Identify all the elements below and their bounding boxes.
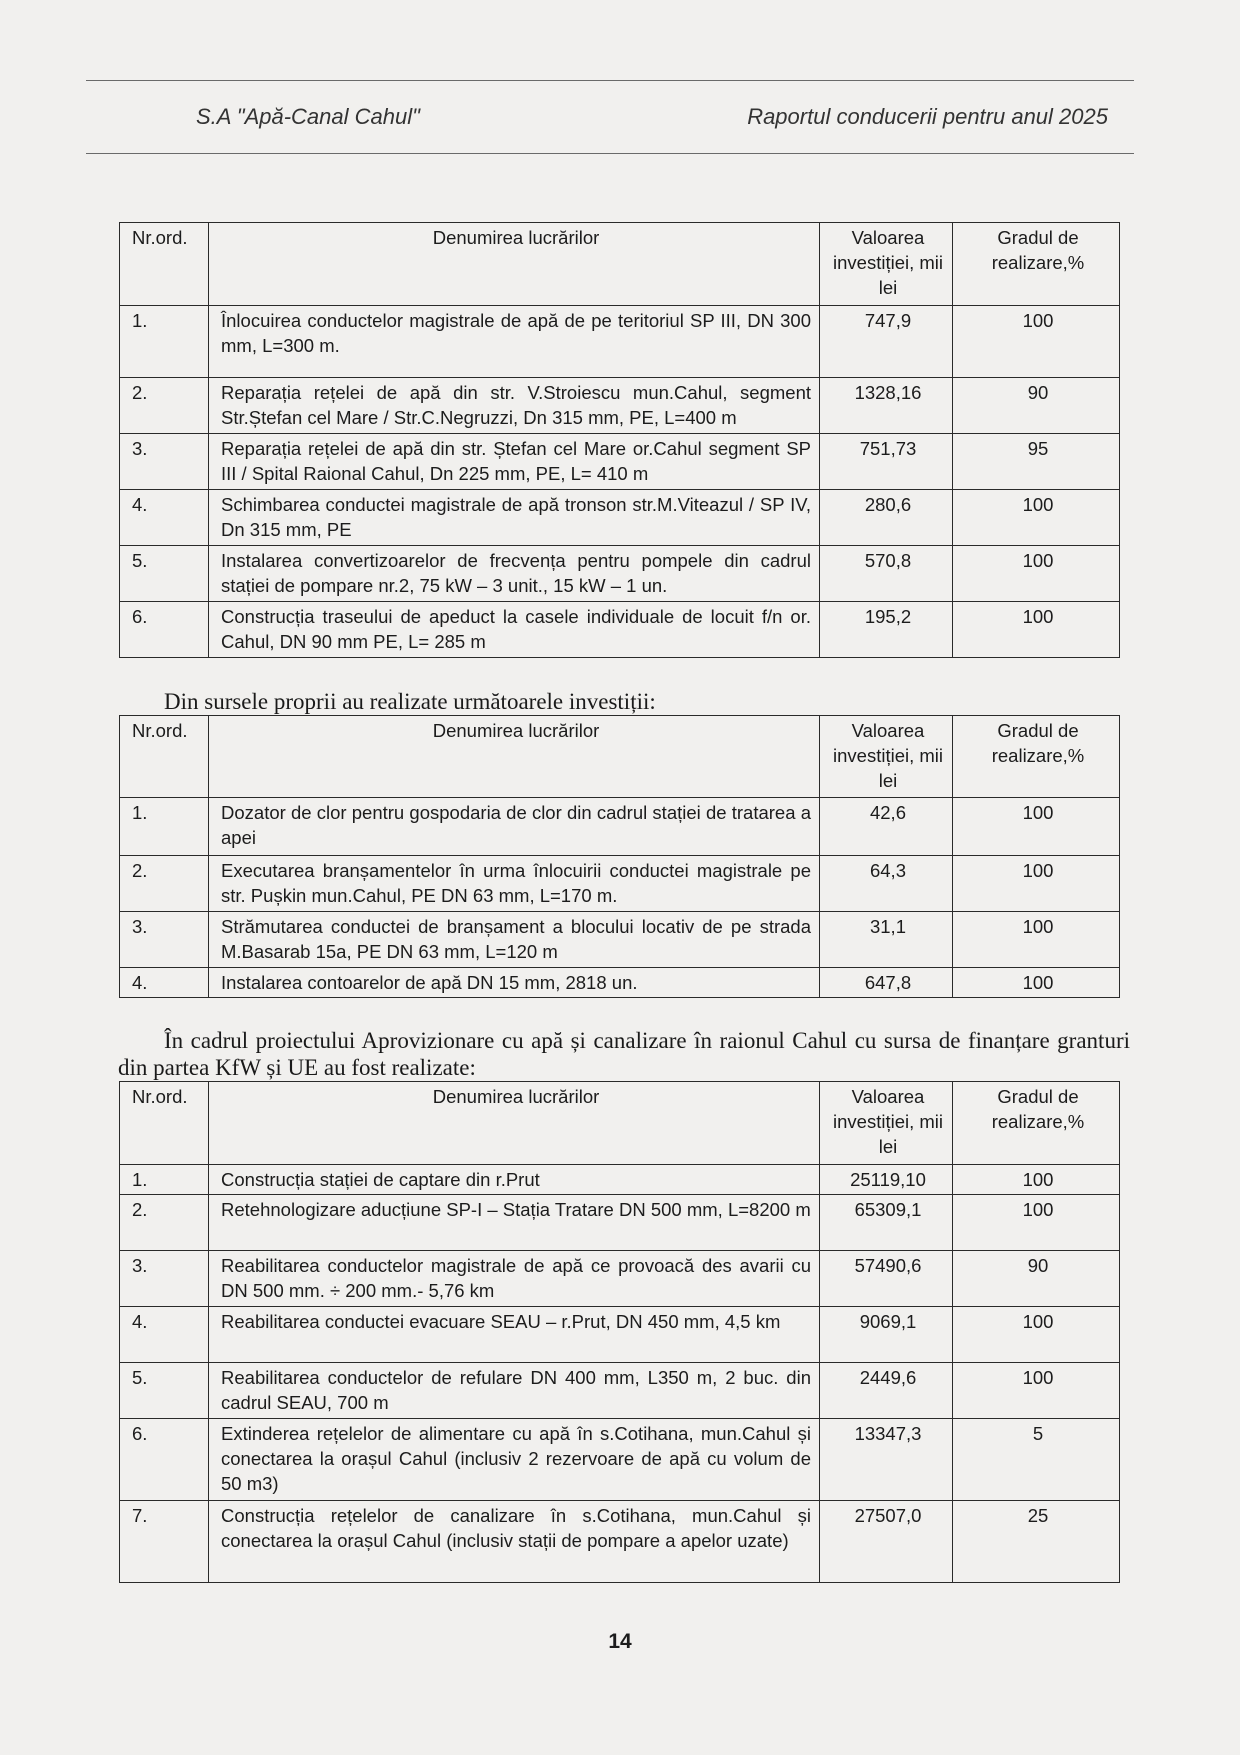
row-value: 280,6 bbox=[820, 490, 953, 546]
row-value: 570,8 bbox=[820, 546, 953, 602]
table-header-row bbox=[120, 716, 1120, 798]
row-value: 25119,10 bbox=[820, 1165, 953, 1195]
row-nr: 6. bbox=[120, 1419, 209, 1501]
row-name: Construcția rețelelor de canalizare în s.Cotihana, mun.Cahul și conectarea la orașul Cahul (inclusiv stații de pompare a apelor uzate) bbox=[209, 1501, 820, 1583]
row-name: Dozator de clor pentru gospodaria de clor din cadrul stației de tratarea a apei bbox=[209, 798, 820, 856]
table-row bbox=[120, 1363, 1120, 1419]
row-nr: 4. bbox=[120, 490, 209, 546]
table-row bbox=[120, 1501, 1120, 1583]
col-name-header: Denumirea lucrărilor bbox=[209, 716, 820, 798]
row-name: Retehnologizare aducțiune SP-I – Stația Tratare DN 500 mm, L=8200 m bbox=[209, 1195, 820, 1251]
row-name: Instalarea contoarelor de apă DN 15 mm, 2818 un. bbox=[209, 968, 820, 998]
row-degree: 100 bbox=[953, 1363, 1120, 1419]
row-name: Reabilitarea conductei evacuare SEAU – r.Prut, DN 450 mm, 4,5 km bbox=[209, 1307, 820, 1363]
row-nr: 1. bbox=[120, 798, 209, 856]
row-nr: 4. bbox=[120, 1307, 209, 1363]
paragraph-own-sources: Din sursele proprii au realizate următoarele investiții: bbox=[164, 689, 656, 714]
table-row bbox=[120, 798, 1120, 856]
table-row bbox=[120, 602, 1120, 658]
row-name: Executarea branșamentelor în urma înlocuirii conductei magistrale pe str. Pușkin mun.Cahul, PE DN 63 mm, L=170 m. bbox=[209, 856, 820, 912]
row-value: 195,2 bbox=[820, 602, 953, 658]
col-name-header: Denumirea lucrărilor bbox=[209, 223, 820, 306]
row-value: 27507,0 bbox=[820, 1501, 953, 1583]
row-nr: 3. bbox=[120, 434, 209, 490]
paragraph-kfw-project: În cadrul proiectului Aprovizionare cu apă și canalizare în raionul Cahul cu sursa de finanțare granturi din partea KfW și UE au fost realizate: bbox=[118, 1028, 1130, 1080]
row-value: 2449,6 bbox=[820, 1363, 953, 1419]
row-nr: 3. bbox=[120, 1251, 209, 1307]
row-value: 1328,16 bbox=[820, 378, 953, 434]
row-name: Instalarea convertizoarelor de frecvența pentru pompele din cadrul stației de pompare nr.2, 75 kW – 3 unit., 15 kW – 1 un. bbox=[209, 546, 820, 602]
row-degree: 100 bbox=[953, 546, 1120, 602]
table-row bbox=[120, 306, 1120, 378]
row-nr: 4. bbox=[120, 968, 209, 998]
col-nr-header: Nr.ord. bbox=[120, 1082, 209, 1165]
row-name: Construcția stației de captare din r.Prut bbox=[209, 1165, 820, 1195]
row-degree: 25 bbox=[953, 1501, 1120, 1583]
row-value: 751,73 bbox=[820, 434, 953, 490]
row-degree: 95 bbox=[953, 434, 1120, 490]
row-degree: 100 bbox=[953, 306, 1120, 378]
header-bottom-rule bbox=[86, 153, 1134, 154]
row-nr: 2. bbox=[120, 856, 209, 912]
col-nr-header: Nr.ord. bbox=[120, 716, 209, 798]
row-nr: 5. bbox=[120, 546, 209, 602]
row-nr: 3. bbox=[120, 912, 209, 968]
table-row bbox=[120, 1307, 1120, 1363]
row-nr: 2. bbox=[120, 378, 209, 434]
table-row bbox=[120, 1251, 1120, 1307]
row-value: 647,8 bbox=[820, 968, 953, 998]
row-degree: 100 bbox=[953, 856, 1120, 912]
row-degree: 100 bbox=[953, 798, 1120, 856]
table-row bbox=[120, 434, 1120, 490]
row-name: Construcția traseului de apeduct la casele individuale de locuit f/n or. Cahul, DN 90 mm PE, L= 285 m bbox=[209, 602, 820, 658]
investments-table-3 bbox=[119, 1081, 1120, 1583]
header-report-title: Raportul conducerii pentru anul 2025 bbox=[747, 104, 1108, 129]
row-value: 13347,3 bbox=[820, 1419, 953, 1501]
row-name: Înlocuirea conductelor magistrale de apă de pe teritoriul SP III, DN 300 mm, L=300 m. bbox=[209, 306, 820, 378]
row-degree: 100 bbox=[953, 912, 1120, 968]
row-nr: 5. bbox=[120, 1363, 209, 1419]
row-degree: 100 bbox=[953, 602, 1120, 658]
col-value-header: Valoarea investiției, mii lei bbox=[820, 716, 953, 798]
col-value-header: Valoarea investiției, mii lei bbox=[820, 1082, 953, 1165]
row-name: Reabilitarea conductelor magistrale de apă ce provoacă des avarii cu DN 500 mm. ÷ 200 mm.- 5,76 km bbox=[209, 1251, 820, 1307]
row-value: 31,1 bbox=[820, 912, 953, 968]
investments-table-1 bbox=[119, 222, 1120, 658]
row-name: Schimbarea conductei magistrale de apă tronson str.M.Viteazul / SP IV, Dn 315 mm, PE bbox=[209, 490, 820, 546]
table-row bbox=[120, 1195, 1120, 1251]
row-name: Reparația rețelei de apă din str. Ștefan cel Mare or.Cahul segment SP III / Spital Raional Cahul, Dn 225 mm, PE, L= 410 m bbox=[209, 434, 820, 490]
page-number: 14 bbox=[608, 1630, 632, 1653]
row-degree: 5 bbox=[953, 1419, 1120, 1501]
table-row bbox=[120, 912, 1120, 968]
table-row bbox=[120, 546, 1120, 602]
header-top-rule bbox=[86, 80, 1134, 81]
row-name: Reparația rețelei de apă din str. V.Stroiescu mun.Cahul, segment Str.Ștefan cel Mare / Str.C.Negruzzi, Dn 315 mm, PE, L=400 m bbox=[209, 378, 820, 434]
row-degree: 100 bbox=[953, 968, 1120, 998]
row-nr: 1. bbox=[120, 1165, 209, 1195]
row-value: 747,9 bbox=[820, 306, 953, 378]
header-company: S.A "Apă-Canal Cahul" bbox=[196, 104, 420, 129]
row-nr: 2. bbox=[120, 1195, 209, 1251]
row-nr: 1. bbox=[120, 306, 209, 378]
row-degree: 100 bbox=[953, 490, 1120, 546]
row-degree: 100 bbox=[953, 1195, 1120, 1251]
row-degree: 100 bbox=[953, 1165, 1120, 1195]
table-row bbox=[120, 490, 1120, 546]
table-row bbox=[120, 378, 1120, 434]
investments-table-2 bbox=[119, 715, 1120, 998]
row-degree: 90 bbox=[953, 378, 1120, 434]
row-value: 57490,6 bbox=[820, 1251, 953, 1307]
row-name: Strămutarea conductei de branșament a blocului locativ de pe strada M.Basarab 15a, PE DN 63 mm, L=120 m bbox=[209, 912, 820, 968]
col-name-header: Denumirea lucrărilor bbox=[209, 1082, 820, 1165]
row-nr: 7. bbox=[120, 1501, 209, 1583]
row-value: 64,3 bbox=[820, 856, 953, 912]
col-value-header: Valoarea investiției, mii lei bbox=[820, 223, 953, 306]
row-value: 65309,1 bbox=[820, 1195, 953, 1251]
table-row bbox=[120, 968, 1120, 998]
row-degree: 100 bbox=[953, 1307, 1120, 1363]
row-value: 9069,1 bbox=[820, 1307, 953, 1363]
col-degree-header: Gradul de realizare,% bbox=[953, 716, 1120, 798]
table-header-row bbox=[120, 223, 1120, 306]
row-degree: 90 bbox=[953, 1251, 1120, 1307]
table-row bbox=[120, 1165, 1120, 1195]
col-degree-header: Gradul de realizare,% bbox=[953, 223, 1120, 306]
row-name: Reabilitarea conductelor de refulare DN 400 mm, L350 m, 2 buc. din cadrul SEAU, 700 m bbox=[209, 1363, 820, 1419]
row-value: 42,6 bbox=[820, 798, 953, 856]
row-nr: 6. bbox=[120, 602, 209, 658]
table-row bbox=[120, 856, 1120, 912]
col-degree-header: Gradul de realizare,% bbox=[953, 1082, 1120, 1165]
col-nr-header: Nr.ord. bbox=[120, 223, 209, 306]
row-name: Extinderea rețelelor de alimentare cu apă în s.Cotihana, mun.Cahul și conectarea la orașul Cahul (inclusiv 2 rezervoare de apă cu volum de 50 m3) bbox=[209, 1419, 820, 1501]
table-header-row bbox=[120, 1082, 1120, 1165]
table-row bbox=[120, 1419, 1120, 1501]
